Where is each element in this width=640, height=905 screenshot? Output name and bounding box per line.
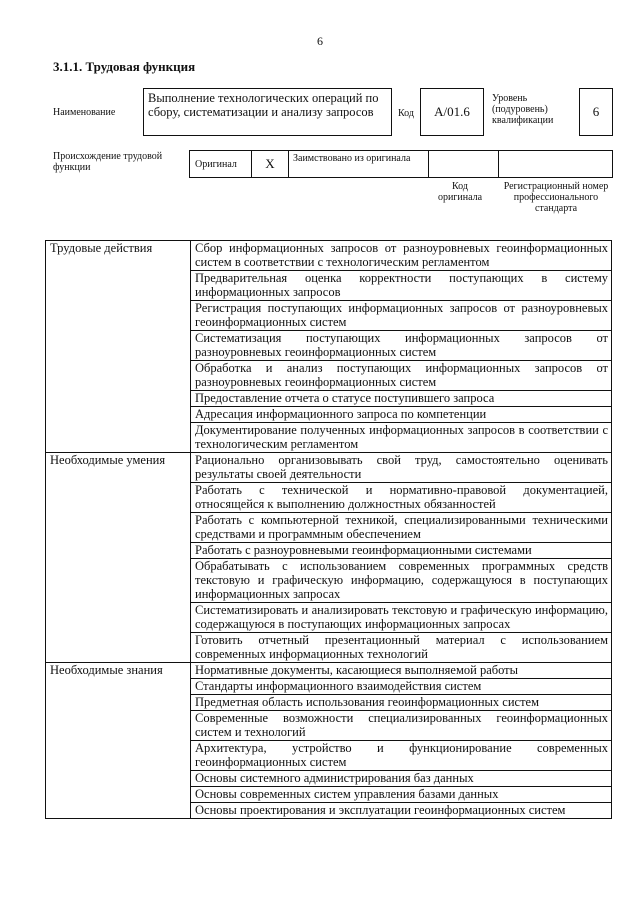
section-item-cell	[191, 391, 612, 407]
original-code-caption: Код оригинала	[437, 181, 483, 203]
section-item-cell	[191, 301, 612, 331]
section-item-text: Обрабатывать с использованием современных программных средств текстовую и графическую информацию, содержащуюся в поступающих информационных запросах	[195, 559, 608, 601]
section-item-text: Предоставление отчета о статусе поступившего запроса	[195, 391, 495, 405]
section-item-text: Предметная область использования геоинформационных систем	[195, 695, 539, 709]
section-item-text: Документирование полученных информационных запросов в соответствии с технологическим регламентом	[195, 423, 608, 451]
section-item-cell	[191, 483, 612, 513]
section-item-cell	[191, 543, 612, 559]
section-item-text: Обработка и анализ поступающих информационных запросов от разноуровневых геоинформационных систем	[195, 361, 608, 389]
table-row	[46, 241, 612, 271]
section-item-text: Адресация информационного запроса по компетенции	[195, 407, 487, 421]
section-item-cell	[191, 803, 612, 819]
section-item-text: Архитектура, устройство и функционирование современных геоинформационных систем	[195, 741, 608, 769]
section-heading: Необходимые знания	[50, 663, 163, 677]
section-item-text: Основы современных систем управления базами данных	[195, 787, 499, 801]
section-item-cell	[191, 771, 612, 787]
section-title-cell	[46, 453, 191, 663]
section-item-text: Сбор информационных запросов от разноуровневых геоинформационных систем в соответствии с технологическим регламентом	[195, 241, 608, 269]
section-item-cell	[191, 423, 612, 453]
section-item-cell	[191, 787, 612, 803]
table-row	[46, 663, 612, 679]
section-item-cell	[191, 453, 612, 483]
name-label: Наименование	[53, 107, 116, 118]
function-name-value: Выполнение технологических операций по сбору, систематизации и анализу запросов	[143, 88, 392, 136]
section-item-cell	[191, 513, 612, 543]
table-row	[46, 453, 612, 483]
qualification-level-label: Уровень (подуровень) квалификации	[492, 93, 554, 126]
section-item-text: Современные возможности специализированных геоинформационных систем и технологий	[195, 711, 608, 739]
section-heading: Трудовые действия	[50, 241, 153, 255]
origin-label: Происхождение трудовой функции	[53, 151, 163, 173]
section-item-text: Работать с технической и нормативно-правовой документацией, относящейся к выполнению должностных обязанностей	[195, 483, 608, 511]
section-title: 3.1.1. Трудовая функция	[53, 59, 196, 74]
function-code-value: A/01.6	[420, 88, 484, 136]
section-item-text: Регистрация поступающих информационных запросов от разноуровневых геоинформационных систем	[195, 301, 608, 329]
original-label: Оригинал	[190, 151, 252, 177]
section-item-cell	[191, 407, 612, 423]
code-label: Код	[398, 108, 414, 119]
original-code-cell	[429, 151, 499, 177]
section-item-text: Стандарты информационного взаимодействия систем	[195, 679, 482, 693]
origin-row	[189, 150, 613, 178]
original-mark: X	[252, 151, 289, 177]
section-item-cell	[191, 331, 612, 361]
function-details-table	[45, 240, 612, 819]
section-item-cell	[191, 361, 612, 391]
section-item-cell	[191, 679, 612, 695]
borrowed-label: Заимствовано из оригинала	[289, 151, 429, 177]
qualification-level-value: 6	[579, 88, 613, 136]
section-item-cell	[191, 603, 612, 633]
registration-number-caption: Регистрационный номер профессионального стандарта	[503, 181, 609, 214]
registration-number-cell	[499, 151, 612, 177]
section-item-text: Основы проектирования и эксплуатации геоинформационных систем	[195, 803, 566, 817]
section-item-cell	[191, 633, 612, 663]
section-item-text: Работать с разноуровневыми геоинформационными системами	[195, 543, 532, 557]
section-item-text: Рационально организовывать свой труд, самостоятельно оценивать результаты своей деятельности	[195, 453, 608, 481]
section-item-cell	[191, 741, 612, 771]
section-item-text: Предварительная оценка корректности поступающих в систему информационных запросов	[195, 271, 608, 299]
section-item-text: Готовить отчетный презентационный материал с использованием современных информационных технологий	[195, 633, 608, 661]
section-item-cell	[191, 559, 612, 603]
section-item-cell	[191, 241, 612, 271]
section-item-text: Систематизация поступающих информационных запросов от разноуровневых геоинформационных систем	[195, 331, 608, 359]
section-item-cell	[191, 695, 612, 711]
section-item-text: Основы системного администрирования баз данных	[195, 771, 474, 785]
section-title-cell	[46, 241, 191, 453]
section-item-cell	[191, 271, 612, 301]
section-item-cell	[191, 711, 612, 741]
section-item-text: Систематизировать и анализировать текстовую и графическую информацию, содержащуюся в поступающих информационных запросах	[195, 603, 608, 631]
section-item-text: Нормативные документы, касающиеся выполняемой работы	[195, 663, 519, 677]
section-title-cell	[46, 663, 191, 819]
section-item-text: Работать с компьютерной техникой, специализированными техническими средствами и программным обеспечением	[195, 513, 608, 541]
section-item-cell	[191, 663, 612, 679]
page-number: 6	[317, 34, 323, 48]
section-heading: Необходимые умения	[50, 453, 166, 467]
